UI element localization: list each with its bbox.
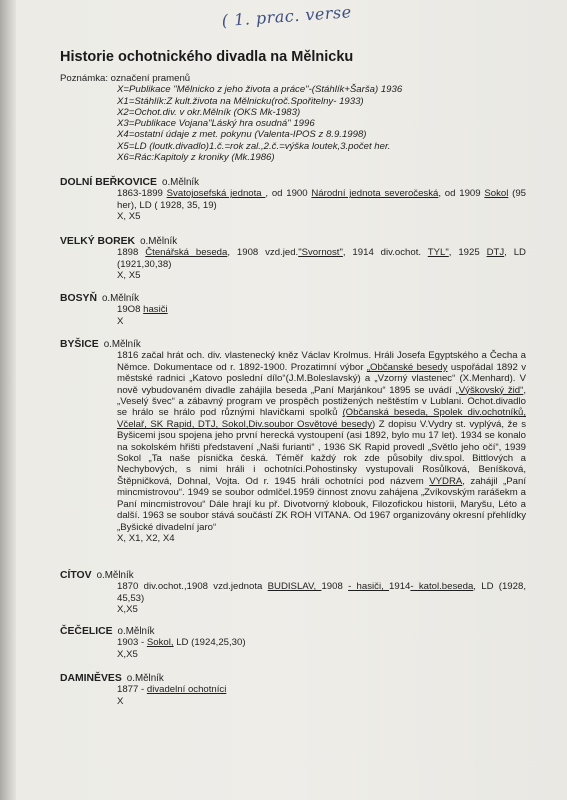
- entry-district: o.Mělník: [103, 339, 141, 350]
- body-text: 1914: [389, 581, 411, 593]
- underlined-text: TYL": [427, 247, 449, 259]
- body-text: , LD (1921,30,38): [117, 247, 526, 270]
- body-text: 1898: [117, 247, 146, 259]
- entry-name: BOSYŇ: [60, 293, 97, 304]
- body-text: LD (1924,25,30): [173, 637, 246, 649]
- source-item: X1=Stáhlík:Z kult.života na Mělnicku(roč.Spořitelny- 1933): [117, 95, 364, 107]
- entry-bysice: [60, 339, 540, 544]
- entry-body: [60, 581, 540, 604]
- entry-district: o.Mělník: [96, 570, 134, 581]
- entry-district: o.Mělník: [162, 177, 200, 188]
- entry-heading: [60, 626, 540, 637]
- body-text: , „Veselý švec“ a zábavný program ve prospěch postižených neštěstím v Lublani. Ochot.divadlo se hrálo se hrálo pod různými hlavičkami spolků: [117, 384, 526, 419]
- entry-citov: [60, 570, 540, 616]
- entry-heading: [60, 339, 540, 350]
- entry-district: o.Mělník: [126, 673, 164, 684]
- handwritten-note-text: ( 1. prac. verse: [221, 2, 353, 31]
- entry-name: ČEČELICE: [60, 626, 113, 637]
- body-text: (95 her), LD ( 1928, 35, 19): [117, 188, 526, 211]
- body-text: 1870 div.ochot.,1908 vzd.jednota: [117, 581, 268, 593]
- entry-heading: [60, 236, 540, 247]
- sources-legend: [60, 73, 540, 163]
- entry-body: [60, 684, 540, 695]
- sources-label: Poznámka: označení pramenů: [60, 73, 191, 84]
- body-text: ) Z dopisu V.Vydry st. vyplývá, že s Byšicemi jsou spojena jeho první herecká vystoupení (asi 1892, bylo mu 17 let). 1934 se konalo na sokolském hřišti představení „Naši furianti“ , 1936 SK Rapid provedl „Světlo jeho očí“, 1939 Sokol „Ta naše písnička česká. Téměř každý rok zde působily div.spol. Bittlových a Nechybových, s nimi hráli i ochotníci.Pohostinsky vystupovali Rosůlková, Beníšková, Štěpničková, Dohnal, Vojta. Od r. 1945 hráli ochotníci pod názvem: [117, 418, 526, 487]
- entry-name: DOLNÍ BEŘKOVICE: [60, 177, 157, 188]
- body-text: , od 1909: [438, 188, 485, 200]
- entry-body: [60, 247, 540, 270]
- entry-heading: [60, 673, 540, 684]
- entry-source-codes: X,X5: [117, 648, 138, 660]
- entry-velky-borek: [60, 236, 540, 282]
- body-text: 1877 -: [117, 684, 147, 696]
- entry-name: CÍTOV: [60, 570, 92, 581]
- underlined-text: - hasiči,: [348, 581, 390, 593]
- body-text: 1908: [321, 581, 349, 593]
- underlined-text: Sokol,: [146, 637, 174, 649]
- underlined-text: Čtenářská beseda: [145, 247, 228, 259]
- entry-name: BYŠICE: [60, 339, 99, 350]
- underlined-text: Svatojosefská jednota: [166, 188, 266, 200]
- entry-source-codes: X, X5: [117, 211, 141, 223]
- entry-district: o.Mělník: [117, 626, 155, 637]
- handwritten-note: [221, 1, 373, 41]
- body-text: 1863-1899: [117, 188, 167, 200]
- entry-body: [60, 350, 540, 533]
- entry-body: [60, 304, 540, 315]
- source-item: X6=Rác:Kapitoly z kroniky (Mk.1986): [117, 152, 275, 164]
- body-text: 1816 začal hrát och. div. vlastenecký kněz Václav Krolmus. Hráli Josefa Egyptského a Čecha a Němce. Dokumentace od r. 1892-1900. Prozatimní výbor: [117, 350, 526, 373]
- entry-source-codes: X: [117, 695, 124, 707]
- source-item: X2=Ochot.div. v okr.Mělník (OKS Mk-1983): [117, 106, 301, 118]
- entry-district: o.Mělník: [101, 293, 139, 304]
- body-text: , od 1900: [265, 188, 312, 200]
- entry-body: [60, 637, 540, 648]
- body-text: 19O8: [117, 304, 144, 316]
- underlined-text: - katol.beseda: [410, 581, 474, 593]
- underlined-text: BUDISLAV,: [267, 581, 322, 593]
- underlined-text: „Občanské besedy: [366, 361, 448, 373]
- entry-heading: [60, 293, 540, 304]
- entry-source-codes: X,X5: [117, 604, 138, 616]
- underlined-text: Národní jednota severočeská: [311, 188, 439, 200]
- entry-bosyn: [60, 293, 540, 327]
- underlined-text: hasiči: [143, 304, 168, 316]
- underlined-text: Sokol: [484, 188, 509, 200]
- body-text: , 1925: [448, 247, 487, 259]
- underlined-text: „Výškovský žid“: [455, 384, 524, 396]
- entry-dolni-berkovice: [60, 177, 540, 223]
- underlined-text: (Občanská beseda, Spolek div.ochotníků, Včelař, SK Rapid, DTJ, Sokol,Div.soubor Osvětové besedy: [117, 407, 526, 430]
- entry-damineves: [60, 673, 540, 707]
- underlined-text: "Svornost": [298, 247, 343, 259]
- body-text: , 1914 div.ochot.: [342, 247, 428, 259]
- underlined-text: VYDRA: [429, 475, 463, 487]
- underlined-text: DTJ: [486, 247, 505, 259]
- entry-source-codes: X, X1, X2, X4: [117, 532, 175, 544]
- entry-source-codes: X, X5: [117, 270, 141, 282]
- underlined-text: divadelní ochotníci: [146, 684, 227, 696]
- source-item: X4=ostatní údaje z met. pokynu (Valenta-IPOS z 8.9.1998): [117, 129, 367, 141]
- page-title: Historie ochotnického divadla na Mělnicku: [60, 49, 354, 65]
- entry-source-codes: X: [117, 315, 124, 327]
- entry-heading: [60, 177, 540, 188]
- entry-district: o.Mělník: [140, 236, 178, 247]
- body-text: , LD (1928, 45,53): [117, 581, 526, 604]
- entry-body: [60, 188, 540, 211]
- body-text: uspořádal 1892 v městské radnici „Katovo poslední dílo“(J.M.Boleslavský) a „Vzorný vlastenec“ (X.Menhard). V nově vybudovaném divadle zahájila beseda „Paní Marjánkou“ 1895 se uvádí: [117, 361, 526, 396]
- source-item: X3=Publikace Vojana"Láský hra osudná" 1996: [117, 118, 315, 130]
- body-text: 1903 -: [117, 637, 147, 649]
- source-item: X5=LD (loutk.divadlo)1.č.=rok zal.,2.č.=výška loutek,3.počet her.: [117, 140, 391, 152]
- entry-cecelice: [60, 626, 540, 660]
- source-item: X=Publikace "Mělnicko z jeho života a práce"-(Stáhlík+Šarša) 1936: [117, 84, 403, 96]
- body-text: , 1908 vzd.jed.: [227, 247, 299, 259]
- binding-shadow: [0, 0, 16, 800]
- entry-name: DAMINĚVES: [60, 673, 122, 684]
- entry-name: VELKÝ BOREK: [60, 236, 136, 247]
- body-text: , zahájil „Paní mincmistrovou“. 1949 se soubor odmlčel.1959 činnost znovu zahájena „Zvíkovským rarášekm a Paní mincmistrovou“ Dále hrají ku př. Divotvorný klobouk, Filozofickou historii, Maryšu, Léto a další. 1963 se soubor stává součástí ZK ROH VITANA. Od 1967 organizovány okresní přehlídky „Byšické divadelní jaro“: [117, 475, 526, 533]
- entry-heading: [60, 570, 540, 581]
